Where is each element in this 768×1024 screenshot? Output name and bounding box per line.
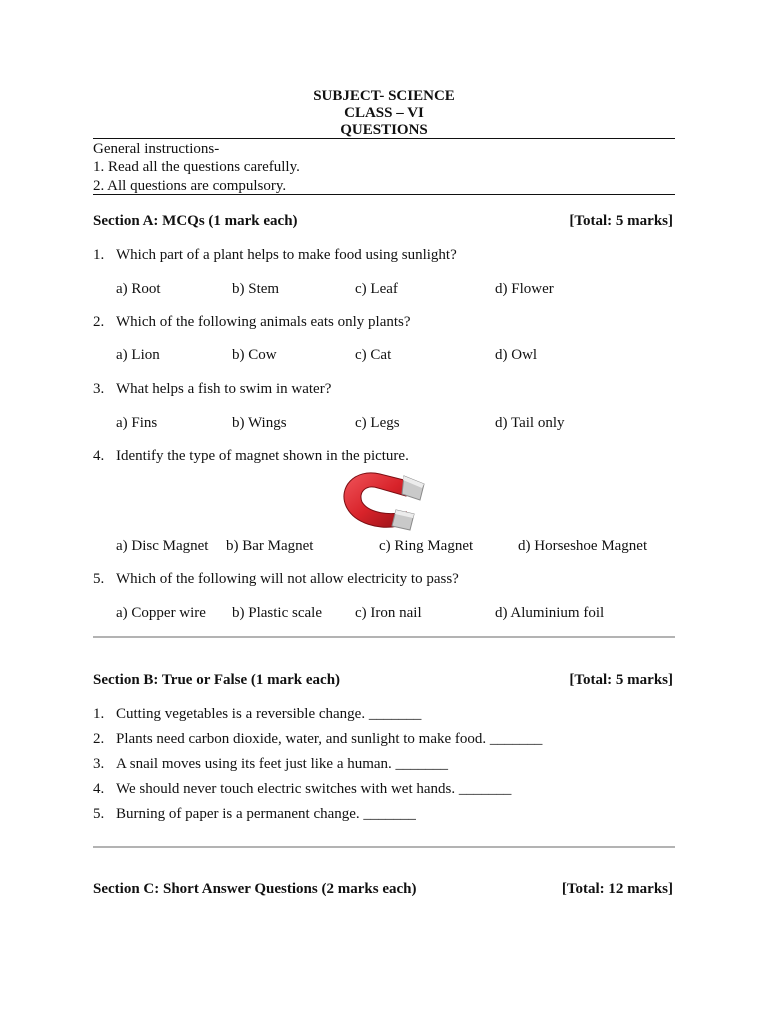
option: c) Ring Magnet (379, 538, 474, 554)
question-number: 3. (93, 756, 105, 772)
option: a) Fins (116, 415, 158, 431)
section-c-total: [Total: 12 marks] (561, 881, 673, 897)
section-a-header (93, 212, 675, 230)
option: d) Horseshoe Magnet (518, 538, 648, 554)
header-divider (93, 138, 675, 139)
question-text: Cutting vegetables is a reversible change. _______ (116, 706, 422, 722)
paper-title: QUESTIONS (340, 122, 428, 138)
section-divider (93, 846, 675, 848)
option: a) Lion (116, 347, 160, 363)
question-number: 1. (93, 706, 105, 722)
question-text: Plants need carbon dioxide, water, and sunlight to make food. _______ (116, 731, 543, 747)
option: a) Copper wire (116, 605, 206, 621)
section-a-total: [Total: 5 marks] (569, 213, 673, 229)
question-number: 5. (93, 571, 105, 587)
instruction-item: 2. All questions are compulsory. (93, 178, 287, 194)
option: d) Aluminium foil (495, 605, 605, 621)
option: c) Leaf (355, 281, 398, 297)
question-number: 1. (93, 247, 105, 263)
section-a-title: Section A: MCQs (1 mark each) (93, 213, 298, 229)
section-b-total: [Total: 5 marks] (569, 672, 673, 688)
question-number: 3. (93, 381, 105, 397)
option: d) Owl (495, 347, 538, 363)
question-text: We should never touch electric switches with wet hands. _______ (116, 781, 512, 797)
option: d) Flower (495, 281, 554, 297)
question-text: Which part of a plant helps to make food using sunlight? (116, 247, 457, 263)
question-text: Burning of paper is a permanent change. _______ (116, 806, 416, 822)
option: d) Tail only (495, 415, 565, 431)
section-divider (93, 636, 675, 638)
question-text: Identify the type of magnet shown in the picture. (116, 448, 409, 464)
horseshoe-magnet-image (340, 466, 430, 536)
option: c) Cat (355, 347, 392, 363)
option: b) Cow (232, 347, 277, 363)
question-number: 5. (93, 806, 105, 822)
option: a) Root (116, 281, 161, 297)
section-b-header (93, 671, 675, 689)
option: b) Plastic scale (232, 605, 322, 621)
question-text: A snail moves using its feet just like a human. _______ (116, 756, 449, 772)
question-text: Which of the following will not allow electricity to pass? (116, 571, 459, 587)
question-text: Which of the following animals eats only plants? (116, 314, 411, 330)
option: b) Stem (232, 281, 280, 297)
option: c) Legs (355, 415, 400, 431)
option: a) Disc Magnet (116, 538, 209, 554)
option: c) Iron nail (355, 605, 422, 621)
question-number: 4. (93, 781, 105, 797)
section-b-title: Section B: True or False (1 mark each) (93, 672, 341, 688)
option: b) Bar Magnet (226, 538, 314, 554)
section-c-title: Section C: Short Answer Questions (2 marks each) (93, 881, 417, 897)
instructions-heading: General instructions- (93, 141, 220, 157)
question-number: 2. (93, 314, 105, 330)
question-text: What helps a fish to swim in water? (116, 381, 332, 397)
option: b) Wings (232, 415, 287, 431)
question-number: 2. (93, 731, 105, 747)
question-number: 4. (93, 448, 105, 464)
section-c-header (93, 880, 675, 898)
instruction-item: 1. Read all the questions carefully. (93, 159, 300, 175)
instructions-divider (93, 194, 675, 195)
subject-heading: SUBJECT- SCIENCE (313, 88, 455, 104)
class-heading: CLASS – VI (344, 105, 424, 121)
